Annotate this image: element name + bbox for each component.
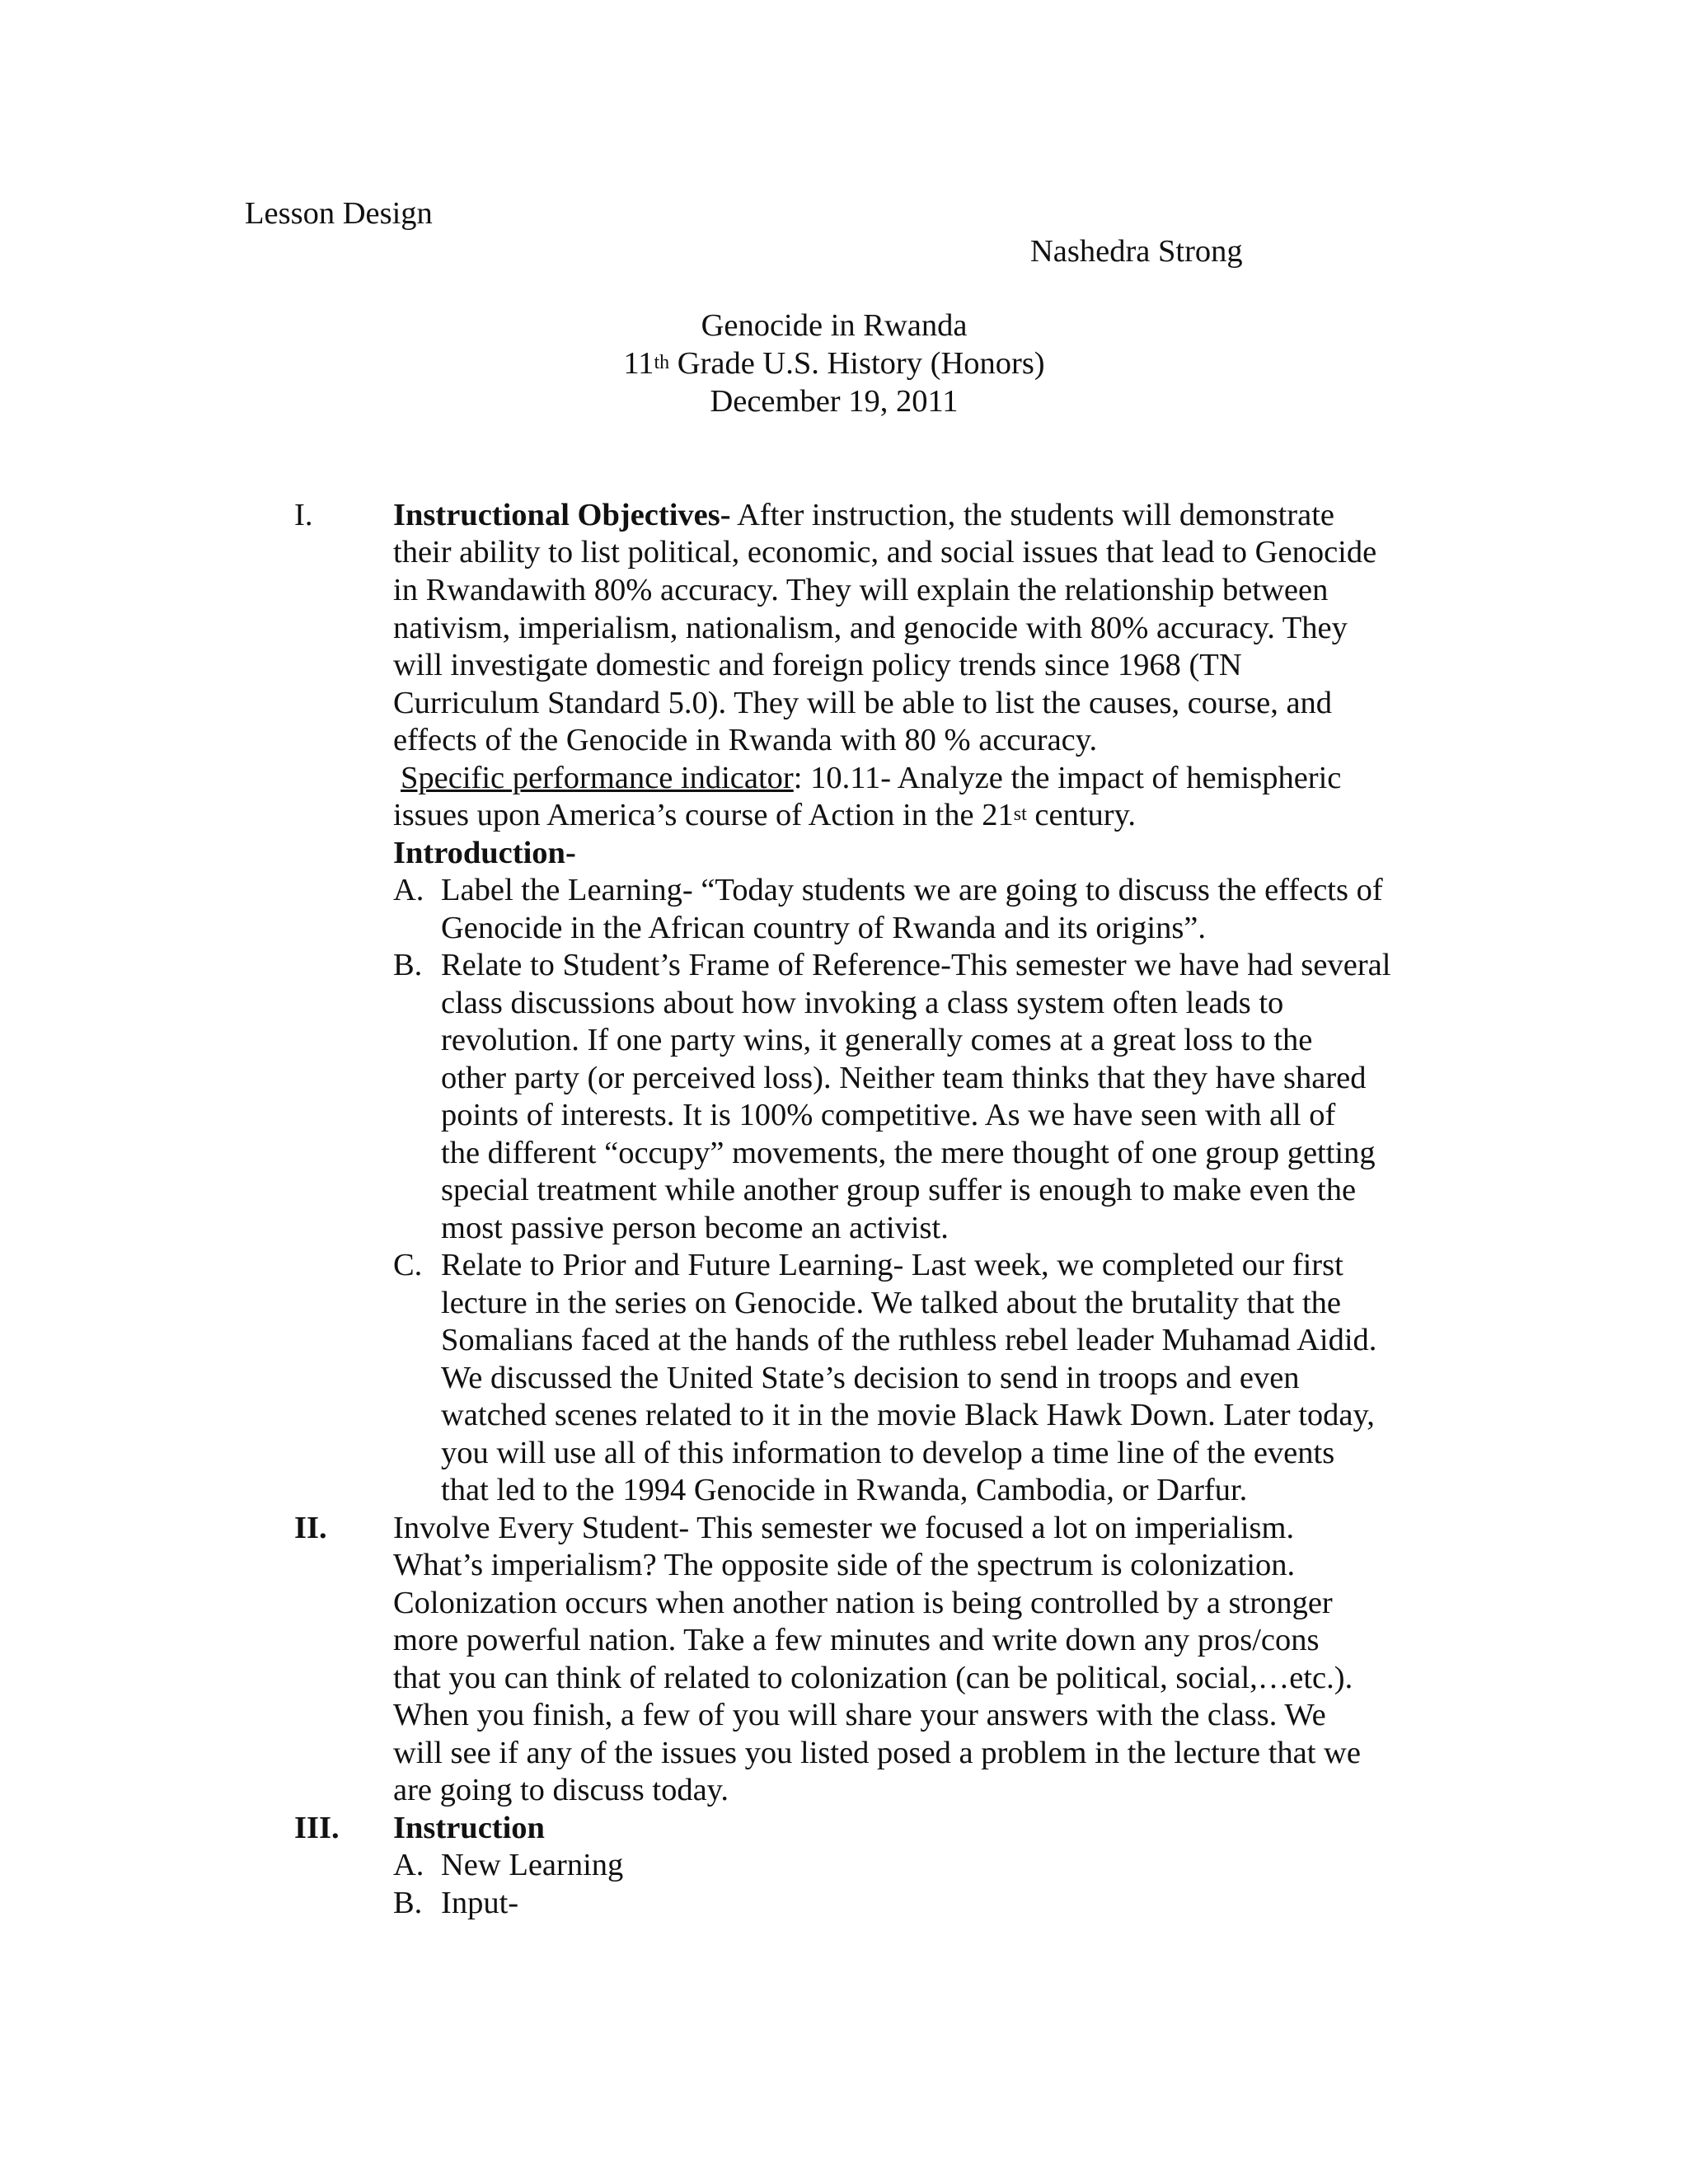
intro-item-b-line-6: special treatment while another group suffer is enough to make even the [441,1173,1357,1207]
intro-item-c-line-2: Somalians faced at the hands of the ruthless rebel leader Muhamad Aidid. [441,1323,1377,1357]
section-1-line-1: their ability to list political, economic, and social issues that lead to Genocide [393,535,1377,569]
intro-item-c-line-5: you will use all of this information to develop a time line of the events [441,1436,1335,1470]
indicator-superscript: st [1013,804,1027,825]
grade-superscript: th [654,352,670,373]
grade-course-line [0,345,1668,382]
section-3-heading: Instruction [393,1811,545,1845]
intro-item-b-marker: B. [393,948,423,982]
intro-item-c-line-3: We discussed the United State’s decision to send in troops and even [441,1361,1300,1395]
section-1-first-line [393,497,1334,534]
intro-item-c-line-4: watched scenes related to it in the movie Black Hawk Down. Later today, [441,1398,1375,1432]
section-2-line-4: that you can think of related to colonization (can be political, social,…etc.). [393,1661,1353,1695]
lesson-date: December 19, 2011 [710,384,959,419]
section-2-line-3: more powerful nation. Take a few minutes and write down any pros/cons [393,1623,1320,1657]
introduction-heading: Introduction- [393,836,576,870]
performance-indicator-text: : 10.11- Analyze the impact of hemispheric [793,761,1342,795]
section-1-line-5: Curriculum Standard 5.0). They will be able to list the causes, course, and [393,686,1333,720]
performance-indicator-label: Specific performance indicator [401,761,794,795]
section-2-line-1: What’s imperialism? The opposite side of the spectrum is colonization. [393,1548,1296,1582]
section-1-numeral: I. [294,498,313,532]
indicator-line2-end: century. [1026,798,1136,832]
section-2-line-7: are going to discuss today. [393,1773,729,1807]
section-1-line-4: will investigate domestic and foreign policy trends since 1968 (TN [393,648,1242,682]
author-name: Nashedra Strong [1030,234,1243,269]
section-2-numeral: II. [294,1511,327,1545]
intro-item-b-line-7: most passive person become an activist. [441,1211,949,1245]
section-2-line-2: Colonization occurs when another nation is being controlled by a stronger [393,1586,1333,1620]
section-2-line-5: When you finish, a few of you will share your answers with the class. We [393,1698,1326,1732]
intro-item-b-line-5: the different “occupy” movements, the mere thought of one group getting [441,1136,1376,1170]
intro-item-c-line-0: Relate to Prior and Future Learning- Last week, we completed our first [441,1248,1343,1282]
performance-indicator-line [401,760,1341,797]
section-1-heading: Instructional Objectives- [393,498,731,532]
lesson-title: Genocide in Rwanda [701,308,968,343]
intro-item-c-line-1: lecture in the series on Genocide. We talked about the brutality that the [441,1286,1342,1320]
section-2-line-0: Involve Every Student- This semester we focused a lot on imperialism. [393,1511,1295,1545]
doc-type-label: Lesson Design [245,196,433,231]
intro-item-a-line-1: Genocide in the African country of Rwanda and its origins”. [441,911,1207,945]
intro-item-b-line-0: Relate to Student’s Frame of Reference-This semester we have had several [441,948,1391,982]
section-1-line-0: After instruction, the students will demonstrate [730,498,1335,532]
section-1-line-3: nativism, imperialism, nationalism, and genocide with 80% accuracy. They [393,611,1348,645]
course-name: Grade U.S. History (Honors) [669,346,1045,381]
intro-item-a-marker: A. [393,873,424,907]
section-3-item-a-marker: A. [393,1848,424,1882]
intro-item-b-line-1: class discussions about how invoking a class system often leads to [441,986,1284,1020]
section-3-item-b-marker: B. [393,1886,423,1920]
intro-item-b-line-4: points of interests. It is 100% competitive. As we have seen with all of [441,1098,1336,1132]
indicator-line2-text: issues upon America’s course of Action in the 21 [393,798,1014,832]
intro-item-c-line-6: that led to the 1994 Genocide in Rwanda, Cambodia, or Darfur. [441,1473,1248,1507]
section-3-item-a-text: New Learning [441,1848,624,1882]
intro-item-b-line-3: other party (or perceived loss). Neither team thinks that they have shared [441,1061,1367,1095]
performance-indicator-line-2 [393,797,1136,834]
section-1-line-2: in Rwandawith 80% accuracy. They will explain the relationship between [393,573,1329,607]
section-3-numeral: III. [294,1811,340,1845]
intro-item-b-line-2: revolution. If one party wins, it generally comes at a great loss to the [441,1023,1313,1057]
section-3-item-b-text: Input- [441,1886,519,1920]
section-2-line-6: will see if any of the issues you listed posed a problem in the lecture that we [393,1736,1361,1770]
intro-item-c-marker: C. [393,1248,423,1282]
section-1-line-6: effects of the Genocide in Rwanda with 80 % accuracy. [393,723,1098,757]
grade-number: 11 [623,346,654,381]
intro-item-a-line-0: Label the Learning- “Today students we are going to discuss the effects of [441,873,1383,907]
